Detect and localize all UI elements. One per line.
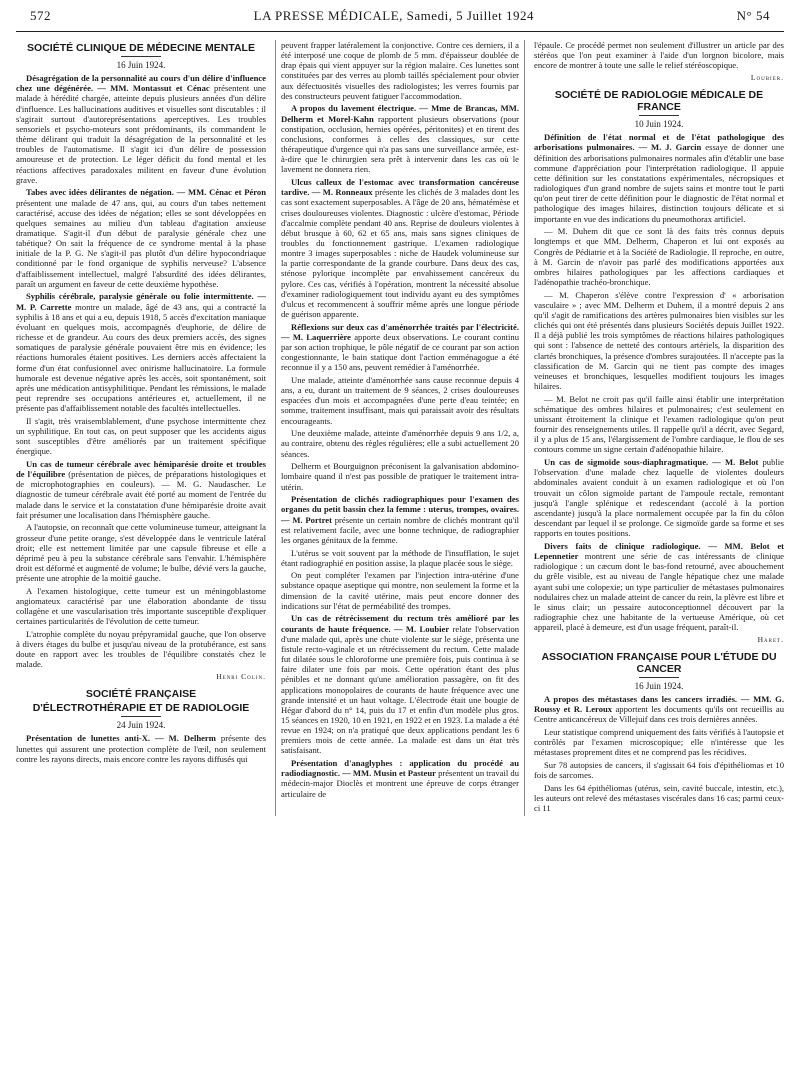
paragraph-heading: Syphilis cérébrale, paralysie générale ou folie intermittente. — M. P. Carrette — [16, 291, 266, 312]
paragraph: A l'autopsie, on reconnaît que cette volumineuse tumeur, atteignant la grosseur d'une petite orange, s'est développée dans le ventricule latéral droit; elle est nettement limitée par une capsule fibreuse et elle a déprimé peu à peu la substance cérébrale sans l'envahir. L'hémisphère droit est déformé et augmenté de volume; le bulbe, dévié vers la gauche, présente une atrophie de la moitié gauche. — [16, 522, 266, 584]
author-signature: Haret. — [757, 634, 784, 644]
paragraph: L'atrophie complète du noyau prépyramidal gauche, que l'on observe à divers étages du bulbe et jusqu'au niveau de la protubérance, est sans doute en rapport avec les troubles de l'équilibre constatés chez le malade. — [16, 628, 266, 670]
paragraph — [281, 494, 519, 545]
paragraph: Dans les 64 épithéliomas (utérus, sein, cavité buccale, intestin, etc.), les auteurs ont relevé des métastases viscérales dans 16 cas; parmi ceux-ci 11 — [534, 782, 784, 814]
author-signature: Henri Colin. — [216, 672, 266, 682]
paragraph — [281, 103, 519, 174]
paragraph — [16, 73, 266, 185]
title-rule — [121, 716, 161, 717]
paragraph-body: apporte deux observations. Le courant continu par son action trophique, le pôle négatif de ce courant par son action congestionnante, le bain statique dont l'action emménagogue a été reconnue il y a 150 ans, peuvent remédier à l'aménorrhée. — [281, 331, 520, 373]
journal-title: LA PRESSE MÉDICALE, Samedi, 5 Juillet 1924 — [253, 8, 534, 23]
paragraph — [534, 132, 784, 223]
paragraph — [281, 613, 519, 755]
paragraph: — M. Belot ne croit pas qu'il faille ainsi établir une interprétation schématique des ombres hilaires et pulmonaires; c'est seulement en unissant étroitement la clinique et l'examen radiologique qu'on peut fournir des renseignements utiles. Il rappelle qu'il a décrit, avec Segard, il y a plus de 15 ans, l'élargissement de l'ombre cardiaque, le flou de ses contours comme un signe certain d'adénopathie hilaire. — [534, 393, 784, 455]
title-rule — [121, 56, 161, 57]
paragraph-heading: Présentation de clichés radiographiques pour l'examen des organes du petit bassin chez la femme : uterus, trompes, ovaires. — M. Portret — [281, 494, 519, 525]
society-title: SOCIÉTÉ CLINIQUE DE MÉDECINE MENTALE — [27, 42, 255, 54]
paragraph — [534, 457, 784, 538]
running-head — [16, 8, 784, 32]
paragraph-body: montre un malade, âgé de 43 ans, qui a contracté la syphilis à 18 ans et qui a eu, depuis 1918, 5 accès d'excitation maniaque évoluant en quelques mois, accompagnés d'euphorie, de délire de richesse et de grandeur. Au cours des deux premiers accès, des signes somatiques de paralysie générale pouvaient être mis en évidence; les réactions humorales étaient positives. Les derniers accès affectaient la forme d'un état confusionnel avec onirisme hallucinatoire. La formule humorale est devenue négative après les accès, soit spontanément, soit après une médication antisyphilitique. Pendant les rémissions, le malade peut reprendre ses occupations antérieures et, actuellement, il ne présente pas d'affaiblissement notable des facultés intellectuelles. — [16, 301, 267, 414]
paragraph-body: présentent une malade de 47 ans, qui, au cours d'un tabes nettement caractérisé, accuse des idées de négation; elles se sont développées en quelques semaines au milieu d'un tableau d'agitation anxieuse dramatique. S'agit-il d'un début de paralysie générale chez une tabétique? On sait la fréquence de ce syndrome mental à la phase initiale de la P. G. Ne s'agit-il pas plutôt d'un délire hypocondriaque conditionné par le fond organique de syphilis nerveuse? L'absence d'affaiblissement intellectuel, malgré l'absurdité des idées délirantes, paraît un argument en faveur de cette deuxième hypothèse. — [16, 197, 266, 289]
paragraph: — M. Chaperon s'élève contre l'expression d' « arborisation vasculaire » ; avec MM. Delherm et Duhem, il a montré depuis 2 ans qu'il s'agit de ramifications des artères pulmonaires bien visibles sur les clichés qui ont été présentés dans plusieurs Sociétés depuis Juillet 1922. Il a déjà publié les trois symptômes de réactions hilaires pathologiques qui sont : l'absence de netteté des contours artériels, la disparition des clartés bronchiques, la présence d'ombres surajoutées. Il n'accepte pas la classification de M. Garcin qui ne tient pas compte des images veineuses et bronchiques, lesquelles modifient toujours les images hilaires. — [534, 289, 784, 392]
paragraph-heading: Divers faits de clinique radiologique. — MM. Belot et Lepennetier — [534, 540, 784, 562]
paragraph-body: relate l'observation d'une malade qui, après une chute violente sur le siège, présenta une fistule recto-vaginale et un rétrécissement du rectum. Cette malade fut dilatée sous le chloroforme une première fois, puis continua à se faire dilater une fois par mois. Cette opération étant des plus pénibles et ne donnant qu'une amélioration passagère, on fit des applications monopolaires de courants de haute fréquence avec une grande intensité et un haut voltage. L'électrode était une bougie de Hégar d'abord du n° 14, puis du 17 et enfin d'un modèle plus gros. 15 séances en 1920, 10 en 1921, en 1922 et en 1923. La malade a été revue en 1924; on n'a pratiqué que deux applications pendant les 6 premiers mois de cette année. La malade est dans un état très satisfaisant. — [281, 623, 519, 756]
issue-number: N° 54 — [736, 8, 770, 23]
paragraph-heading: Définition de l'état normal et de l'état pathologique des arborisations pulmonaires. — M. J. Garcin — [534, 132, 784, 153]
paragraph: Une deuxième malade, atteinte d'aménorrhée depuis 9 ans 1/2, a, au contraire, obtenu des règles régulières; elle a subi actuellement 20 séances. — [281, 428, 519, 459]
paragraph-heading: Un cas de rétrécissement du rectum très amélioré par les courants de haute fréquence. — M. Loubier — [281, 613, 519, 634]
paragraph-heading: A propos des métastases dans les cancers irradiés. — MM. G. Roussy et R. Leroux — [534, 694, 784, 715]
paragraph-body: publie l'observation d'une malade chez laquelle de violentes douleurs abdominales avaient conduit à un examen radiologique et où l'on trouvait un côlon sigmoïde partant de l'ampoule rectale, remontant jusqu'à l'angle splénique et redescendant (accolé à la portion ascendante) jusqu'à la place normalement occupée par la fin du côlon descendant par lequel il se prolonge. Ce sigmoïde garde sa forme et ses rapports en toutes positions. — [534, 457, 784, 539]
paragraph: Leur statistique comprend uniquement des faits vérifiés à l'autopsie et contrôlés par l'examen microscopique; elle n'intéresse que les métastases proprement dites et ne comprend pas les récidives. — [534, 727, 784, 758]
text-columns — [16, 32, 784, 816]
paragraph: Delherm et Bourguignon préconisent la galvanisation abdomino-lombaire quand il n'est pas possible de pratiquer le traitement intra-utérin. — [281, 461, 519, 492]
society-title: D'ÉLECTROTHÉRAPIE ET DE RADIOLOGIE — [32, 702, 250, 715]
paragraph-body: présente les clichés de 3 malades dont les cas sont exactement superposables. A l'âge de 20 ans, hématémèse et crises douloureuses violentes. Diagnostic : ulcère d'estomac, Période d'accalmie complète pendant 40 ans. Reprise de douleurs violentes à début brusque à 60, 62 et 65 ans, mais sans signes cliniques de troubles du fonctionnement gastrique. L'examen radiologique montre 3 images superposables : niche de Haudek volumineuse sur la partie correspondante de la grande courbure. Dans deux des cas, sténose pylorique incomplète par envahissement cancéreux du pylore. Ces cas, vérifiés à l'opération, montrent la nécessité absolue d'examiner radiologiquement tout individu ayant eu des symptômes d'ulcus et recommencent à souffrir même après une longue période de guérison apparente. — [281, 187, 519, 320]
session-date: 16 Juin 1924. — [634, 680, 684, 691]
paragraph-body: présentent un travail du médecin-major Dioclès et montrent une épreuve de corps étranger articulaire de — [281, 768, 519, 799]
paragraph-body: apportent les documents qu'ils ont recueillis au Centre anticancéreux de Villejuif dans ces trois dernières années. — [534, 704, 784, 725]
paragraph: On peut compléter l'examen par l'injection intra-utérine d'une substance opaque aseptique qui montre, non seulement la forme et la dimension de la cavité utérine, mais peut encore donner des indications sur l'état de perméabilité des trompes. — [281, 570, 519, 611]
title-rule — [639, 677, 679, 678]
paragraph-heading: Un cas de tumeur cérébrale avec hémiparésie droite et troubles de l'équilibre — [16, 458, 266, 480]
paragraph — [16, 733, 266, 763]
paragraph — [16, 187, 266, 289]
paragraph-heading: Présentation de lunettes anti-X. — M. Delherm — [26, 733, 216, 744]
paragraph-body: rapportent plusieurs observations (pour constipation, occlusion, hernies opérées, péritonites) et en tirent des conclusions, conformes à celles des classiques, sur cette thérapeutique d'urgence qui n'a pas sans une surveillance armée, est-à-dire que le chirurgien sera prêt à intervenir dans les cas où le lavement ne donnera rien. — [281, 113, 519, 175]
paragraph: L'utérus se voit souvent par la méthode de l'insufflation, le sujet étant radiographié en position assise, la plaque placée sous le siège. — [281, 547, 519, 568]
paragraph-body: montrent une série de cas intéressants de clinique radiologique : un cæcum dont le bas-fond retourné, avec abouchement du grêle visible, est au niveau de l'angle hépatique chez une malade ayant subi une colopexie; un type particulier de métastases pulmonaires nodulaires chez un malade atteint de cancer du rein, la plèvre est libre et le sinus clair; un pessaire autoconceptionnel découvert par la radiographie chez une habitante de la vertueuse Amérique, où cet appareil, placé à demeure, est d'un usage fréquent, paraît-il. — [534, 551, 784, 633]
session-date: 24 Juin 1924. — [116, 720, 166, 731]
paragraph — [281, 322, 519, 373]
paragraph-heading: Tabes avec idées délirantes de négation. — MM. Cénac et Péron — [26, 187, 266, 198]
paragraph — [534, 541, 784, 632]
paragraph-body: présente un certain nombre de clichés montrant qu'il est relativement facile, avec une bonne technique, de radiographier les organes génitaux de la femme. — [281, 514, 519, 545]
paragraph-heading: Désagrégation de la personnalité au cours d'un délire d'influence chez une dégénérée. — MM. Montassut et Cénac — [16, 73, 266, 94]
session-date: 10 Juin 1924. — [634, 119, 684, 130]
column-1 — [16, 40, 266, 816]
paragraph: l'épaule. Ce procédé permet non seulement d'illustrer un article par des stéréos que l'on peut examiner à l'aide d'un lorgnon bicolore, mais encore de montrer à toute une salle le relief stéréoscopique. — [534, 40, 784, 71]
page-number: 572 — [30, 8, 51, 23]
paragraph-body: présentent une malade à hérédité chargée, atteinte depuis plusieurs années d'un délire d'influence. Les hallucinations auditives et visuelles sont discutables : il s'agirait surtout d'autoreprésentations aperceptives. Les troubles sensoriels et psycho-moteurs sont prédominants, ils commandent le thème délirant qui traduit la désagrégation de la personnalité et les troubles de l'automatisme. Il s'agit ici d'un délire de possession amoureuse et de protection. Le léger déficit du fond mental et les réactions affectives paradoxales militent en faveur d'une évolution grave. — [16, 83, 266, 185]
paragraph — [281, 758, 519, 799]
paragraph — [534, 694, 784, 724]
column-3 — [534, 40, 784, 816]
paragraph: Sur 78 autopsies de cancers, il s'agissait 64 fois d'épithéliomas et 10 fois de sarcomes. — [534, 760, 784, 781]
society-title: ASSOCIATION FRANÇAISE POUR L'ÉTUDE DU CANCER — [541, 650, 777, 675]
society-title: SOCIÉTÉ DE RADIOLOGIE MÉDICALE DE FRANCE — [554, 89, 764, 114]
author-signature: Loubier. — [750, 72, 784, 82]
paragraph — [16, 291, 266, 413]
paragraph-heading: Présentation d'anaglyphes : application du procédé au radiodiagnostic. — MM. Musin et Pasteur — [281, 758, 519, 779]
column-2 — [275, 40, 525, 816]
paragraph: Une malade, atteinte d'aménorrhée sans cause reconnue depuis 4 ans, a eu, durant un traitement de 9 séances, 2 crises douloureuses espacées d'un mois et accompagnées d'une perte d'eau teintée; en somme, traitement insuffisant, mais qui paraissait avoir des résultats encourageants. — [281, 375, 519, 426]
paragraph-body: (présentation de pièces, de préparations histologiques et de microphotographies en couleurs). — M. G. Naudascher. Le diagnostic de tumeur cérébrale avait été porté au moment de l'entrée du malade dans le service et la constatation d'une hémiparésie droite avait fait présumer une localisation dans l'hémisphère gauche. — [16, 469, 266, 520]
paragraph: peuvent frapper latéralement la conjonctive. Contre ces derniers, il a été interposé une coque de plomb de 5 mm. d'épaisseur doublée de drap épais qui vient appuyer sur la région malaire. Ces lunettes sont constituées par des verres au plomb taillés spécialement pour obvier aux défectuosités visuelles des radiologistes; les verres fournis par des constructeurs peuvent fatiguer l'accommodation. — [281, 40, 519, 101]
paragraph: Il s'agit, très vraisemblablement, d'une psychose intermittente chez un syphilitique. En tout cas, on peut supposer que les accidents aigus sont susceptibles d'être améliorés par un traitement spécifique énergique. — [16, 415, 266, 457]
paragraph — [16, 459, 266, 520]
society-title: SOCIÉTÉ FRANÇAISE — [85, 688, 197, 701]
paragraph — [281, 177, 519, 319]
paragraph-body: essaye de donner une définition des arborisations pulmonaires normales afin d'établir une base commune d'appréciation pour l'interprétation radiologique. Il appuie cette définition sur les constatations expérimentales, nécropsiques et radiologiques d'un grand nombre de sujets sains et montre tout le parti qu'on peut tirer de cette définition pour le diagnostic de l'état normal et pathologique des images hilaires, distinction toujours délicate et si importante en vue des indications du pneumothorax artificiel. — [534, 142, 785, 224]
paragraph: — M. Duhem dit que ce sont là des faits très connus depuis longtemps et que MM. Delherm, Chaperon et lui ont exposés au Congrès de Pédiatrie et à la Société de Radiologie. Il reproche, en outre, à M. Garcin de n'avoir pas parlé des modifications apportées aux ombres hilaires pathologiques par les affections cardiaques et l'adénopathie trachéo-bronchique. — [534, 226, 784, 287]
paragraph: A l'examen histologique, cette tumeur est un méningoblastome angiomateux caractérisé par une élaboration abondante de tissu collagène et une vascularisation très importante susceptible d'expliquer certaines particularités de l'évolution de cette tumeur. — [16, 585, 266, 627]
title-rule — [639, 115, 679, 116]
session-date: 16 Juin 1924. — [116, 60, 166, 70]
paragraph-heading: Ulcus calleux de l'estomac avec transformation cancéreuse tardive. — M. Ronneaux — [281, 177, 519, 198]
paragraph-heading: Un cas de sigmoïde sous-diaphragmatique. — M. Belot — [544, 457, 759, 468]
paragraph-heading: Réflexions sur deux cas d'aménorrhée traités par l'électricité. — M. Laquerrière — [281, 321, 519, 342]
paragraph-heading: A propos du lavement électrique. — Mme de Brancas, MM. Delherm et Morel-Kahn — [281, 103, 519, 124]
paragraph-body: présente des lunettes qui assurent une protection complète de l'œil, non seulement contre les rayons directs, mais encore contre les rayons diffusés qui — [16, 733, 266, 764]
